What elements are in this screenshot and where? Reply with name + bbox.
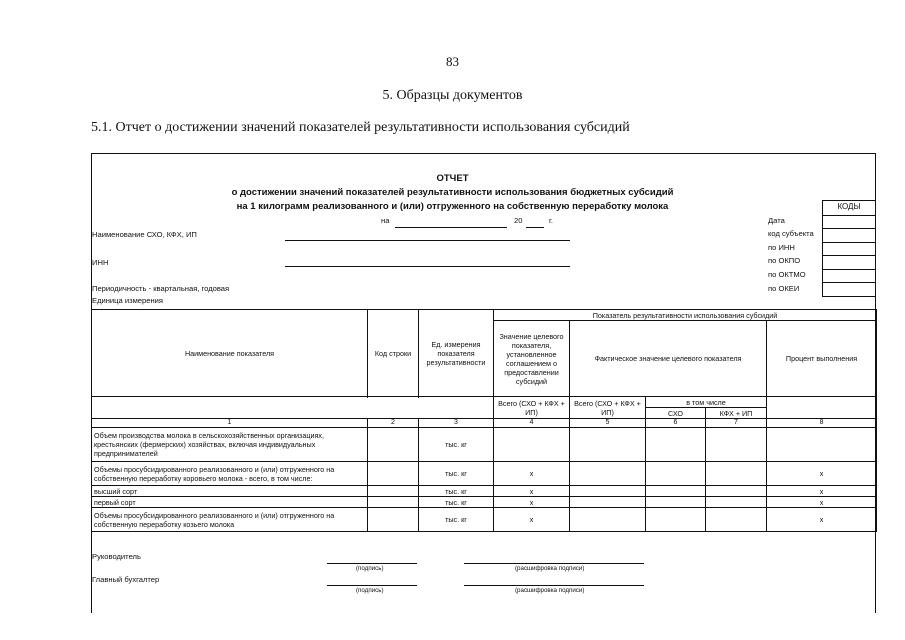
row-name: первый сорт	[92, 497, 368, 508]
row-name: Объемы просубсидированного реализованного и (или) отгруженного на собственную переработку коровьего молока - всего, в том числе:	[92, 462, 368, 486]
header-indicator-name: Наименование показателя	[92, 310, 368, 397]
date-year-prefix: 20	[514, 216, 523, 225]
row-percent[interactable]	[767, 428, 877, 462]
row-target[interactable]	[494, 428, 570, 462]
indicators-table	[91, 309, 877, 532]
row-code-cell[interactable]	[368, 462, 419, 486]
date-prefix: на	[381, 216, 390, 225]
periodicity-label: Периодичность - квартальная, годовая	[92, 284, 230, 293]
col-number: 2	[368, 419, 419, 428]
row-actual-total[interactable]	[570, 462, 646, 486]
row-actual-kfh[interactable]	[706, 508, 767, 532]
head-signature-caption: (подпись)	[356, 565, 384, 572]
row-name: высший сорт	[92, 486, 368, 497]
row-actual-total[interactable]	[570, 486, 646, 497]
row-code-cell[interactable]	[368, 486, 419, 497]
unit-label: Единица измерения	[92, 296, 164, 305]
row-unit: тыс. кг	[419, 462, 494, 486]
code-label-oktmo: по ОКТМО	[768, 270, 806, 279]
row-actual-sho[interactable]	[646, 462, 706, 486]
header-kfh: КФХ + ИП	[706, 408, 767, 419]
accountant-decode-field[interactable]	[464, 585, 644, 586]
date-day-month-field[interactable]	[395, 227, 507, 228]
head-signature-field[interactable]	[327, 563, 417, 564]
col-number: 1	[92, 419, 368, 428]
table-row	[92, 428, 877, 462]
row-actual-kfh[interactable]	[706, 486, 767, 497]
date-suffix: г.	[549, 216, 553, 225]
row-name: Объемы просубсидированного реализованного и (или) отгруженного на собственную переработку козьего молока	[92, 508, 368, 532]
head-label: Руководитель	[92, 552, 141, 561]
header-target: Значение целевого показателя, установленное соглашением о предоставлении субсидий	[494, 321, 570, 397]
row-target: х	[494, 462, 570, 486]
code-label-okpo: по ОКПО	[768, 256, 801, 265]
col-number: 8	[767, 419, 877, 428]
code-cell-okei[interactable]	[823, 282, 875, 296]
code-label-date: Дата	[768, 216, 785, 225]
org-name-label: Наименование СХО, КФХ, ИП	[92, 230, 197, 239]
code-label-subject: код субъекта	[768, 229, 814, 238]
header-target-total: Всего (СХО + КФХ + ИП)	[494, 397, 570, 419]
header-row-code: Код строки	[368, 310, 419, 397]
row-target: х	[494, 508, 570, 532]
code-cell-date[interactable]	[823, 215, 875, 229]
code-cell-oktmo[interactable]	[823, 269, 875, 283]
head-decode-caption: (расшифровка подписи)	[515, 565, 585, 572]
row-actual-sho[interactable]	[646, 428, 706, 462]
accountant-decode-caption: (расшифровка подписи)	[515, 587, 585, 594]
row-percent: х	[767, 486, 877, 497]
col-number: 4	[494, 419, 570, 428]
col-number: 7	[706, 419, 767, 428]
row-actual-sho[interactable]	[646, 497, 706, 508]
table-row	[92, 486, 877, 497]
header-including: в том числе	[646, 397, 767, 408]
row-percent: х	[767, 462, 877, 486]
form-title: ОТЧЕТ	[436, 173, 469, 184]
header-group: Показатель результативности использования субсидий	[494, 310, 877, 321]
col-number: 3	[419, 419, 494, 428]
code-cell-okpo[interactable]	[823, 255, 875, 269]
accountant-signature-field[interactable]	[327, 585, 417, 586]
date-year-field[interactable]	[526, 227, 544, 228]
page-number: 83	[446, 54, 459, 69]
row-percent: х	[767, 497, 877, 508]
row-target: х	[494, 497, 570, 508]
table-row	[92, 497, 877, 508]
org-name-field[interactable]	[285, 240, 570, 241]
row-actual-sho[interactable]	[646, 508, 706, 532]
code-cell-inn[interactable]	[823, 242, 875, 256]
row-unit: тыс. кг	[419, 497, 494, 508]
form-subtitle-2: на 1 килограмм реализованного и (или) отгруженного на собственную переработку молока	[236, 201, 669, 212]
row-actual-kfh[interactable]	[706, 497, 767, 508]
row-target: х	[494, 486, 570, 497]
accountant-signature-caption: (подпись)	[356, 587, 384, 594]
table-row	[92, 508, 877, 532]
row-unit: тыс. кг	[419, 508, 494, 532]
code-label-okei: по ОКЕИ	[768, 284, 800, 293]
inn-label: ИНН	[92, 258, 109, 267]
accountant-label: Главный бухгалтер	[92, 575, 160, 584]
row-code-cell[interactable]	[368, 428, 419, 462]
row-code-cell[interactable]	[368, 497, 419, 508]
row-code-cell[interactable]	[368, 508, 419, 532]
codes-box	[822, 200, 876, 297]
subsection-title: 5.1. Отчет о достижении значений показателей результативности использования субсидий	[91, 120, 630, 135]
table-row	[92, 462, 877, 486]
row-actual-total[interactable]	[570, 508, 646, 532]
inn-field[interactable]	[285, 266, 570, 267]
section-title: 5. Образцы документов	[382, 88, 523, 103]
row-name: Объем производства молока в сельскохозяйственных организациях, крестьянских (фермерских) хозяйствах, включая индивидуальных предпринимателей	[92, 428, 368, 462]
row-unit: тыс. кг	[419, 428, 494, 462]
header-percent: Процент выполнения	[767, 321, 877, 397]
header-sho: СХО	[646, 408, 706, 419]
col-number: 6	[646, 419, 706, 428]
code-cell-subject[interactable]	[823, 228, 875, 242]
header-actual: Фактическое значение целевого показателя	[570, 321, 767, 397]
form-subtitle-1: о достижении значений показателей результативности использования бюджетных субсидий	[231, 187, 674, 198]
row-actual-total[interactable]	[570, 497, 646, 508]
row-percent: х	[767, 508, 877, 532]
col-number: 5	[570, 419, 646, 428]
row-unit: тыс. кг	[419, 486, 494, 497]
head-decode-field[interactable]	[464, 563, 644, 564]
row-actual-total[interactable]	[570, 428, 646, 462]
codes-header: КОДЫ	[837, 202, 861, 211]
code-label-inn: по ИНН	[768, 243, 795, 252]
row-actual-kfh[interactable]	[706, 462, 767, 486]
header-actual-total: Всего (СХО + КФХ + ИП)	[570, 397, 646, 419]
row-actual-kfh[interactable]	[706, 428, 767, 462]
row-actual-sho[interactable]	[646, 486, 706, 497]
header-unit: Ед. измерения показателя результативности	[419, 310, 494, 397]
